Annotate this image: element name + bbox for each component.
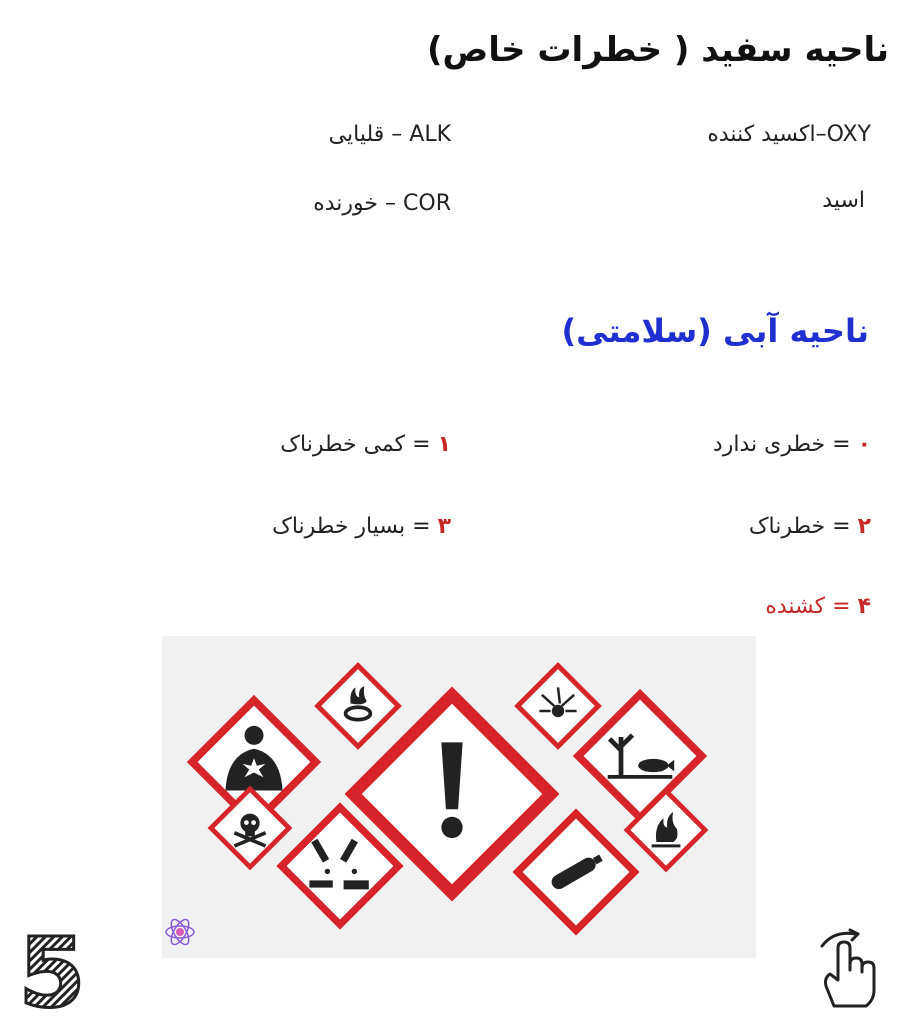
- blue-section-title: ناحیه آبی (سلامتی): [561, 312, 869, 350]
- health-level-3-number: ۳: [437, 514, 451, 539]
- oxy-code: OXY: [826, 122, 871, 147]
- page-number-text: 5: [18, 930, 86, 1012]
- alk-dash: –: [391, 122, 403, 147]
- cor-label: خورنده: [313, 191, 379, 216]
- health-level-4-label: = کشنده: [765, 594, 851, 619]
- alk-item: [329, 122, 451, 147]
- explosive-icon: [514, 662, 602, 750]
- cor-dash: –: [385, 191, 397, 216]
- health-level-1: [280, 432, 451, 457]
- white-section-title: ناحیه سفید ( خطرات خاص): [427, 30, 889, 70]
- health-level-2-label: = خطرناک: [748, 514, 851, 539]
- gas-cylinder-icon: [512, 808, 639, 935]
- health-level-4-number: ۴: [857, 594, 871, 619]
- health-level-3-label: = بسیار خطرناک: [272, 514, 431, 539]
- cor-code: COR: [403, 191, 451, 216]
- oxidizer-icon: [314, 662, 402, 750]
- health-level-1-label: = کمی خطرناک: [280, 432, 431, 457]
- cor-item: [313, 191, 451, 216]
- alk-label: قلیایی: [328, 122, 385, 147]
- oxy-dash: –: [815, 122, 827, 147]
- acid-label: اسید: [822, 188, 865, 213]
- health-level-1-number: ۱: [437, 432, 451, 457]
- health-level-2: [749, 514, 871, 539]
- health-level-2-number: ۲: [857, 514, 871, 539]
- hazard-pictograms-image: [162, 636, 756, 958]
- health-level-0-label: = خطری ندارد: [712, 432, 851, 457]
- alk-code: ALK: [409, 122, 451, 147]
- page-number: [16, 930, 90, 1016]
- atom-logo-icon: [166, 917, 194, 947]
- acid-item: [822, 188, 865, 213]
- oxy-item: [707, 122, 871, 147]
- health-level-0: [713, 432, 871, 457]
- health-level-0-number: ۰: [857, 432, 871, 457]
- swipe-hand-icon[interactable]: [816, 926, 888, 1014]
- oxy-label: اکسید کننده: [707, 122, 816, 147]
- health-level-4: [765, 594, 871, 619]
- health-level-3: [272, 514, 451, 539]
